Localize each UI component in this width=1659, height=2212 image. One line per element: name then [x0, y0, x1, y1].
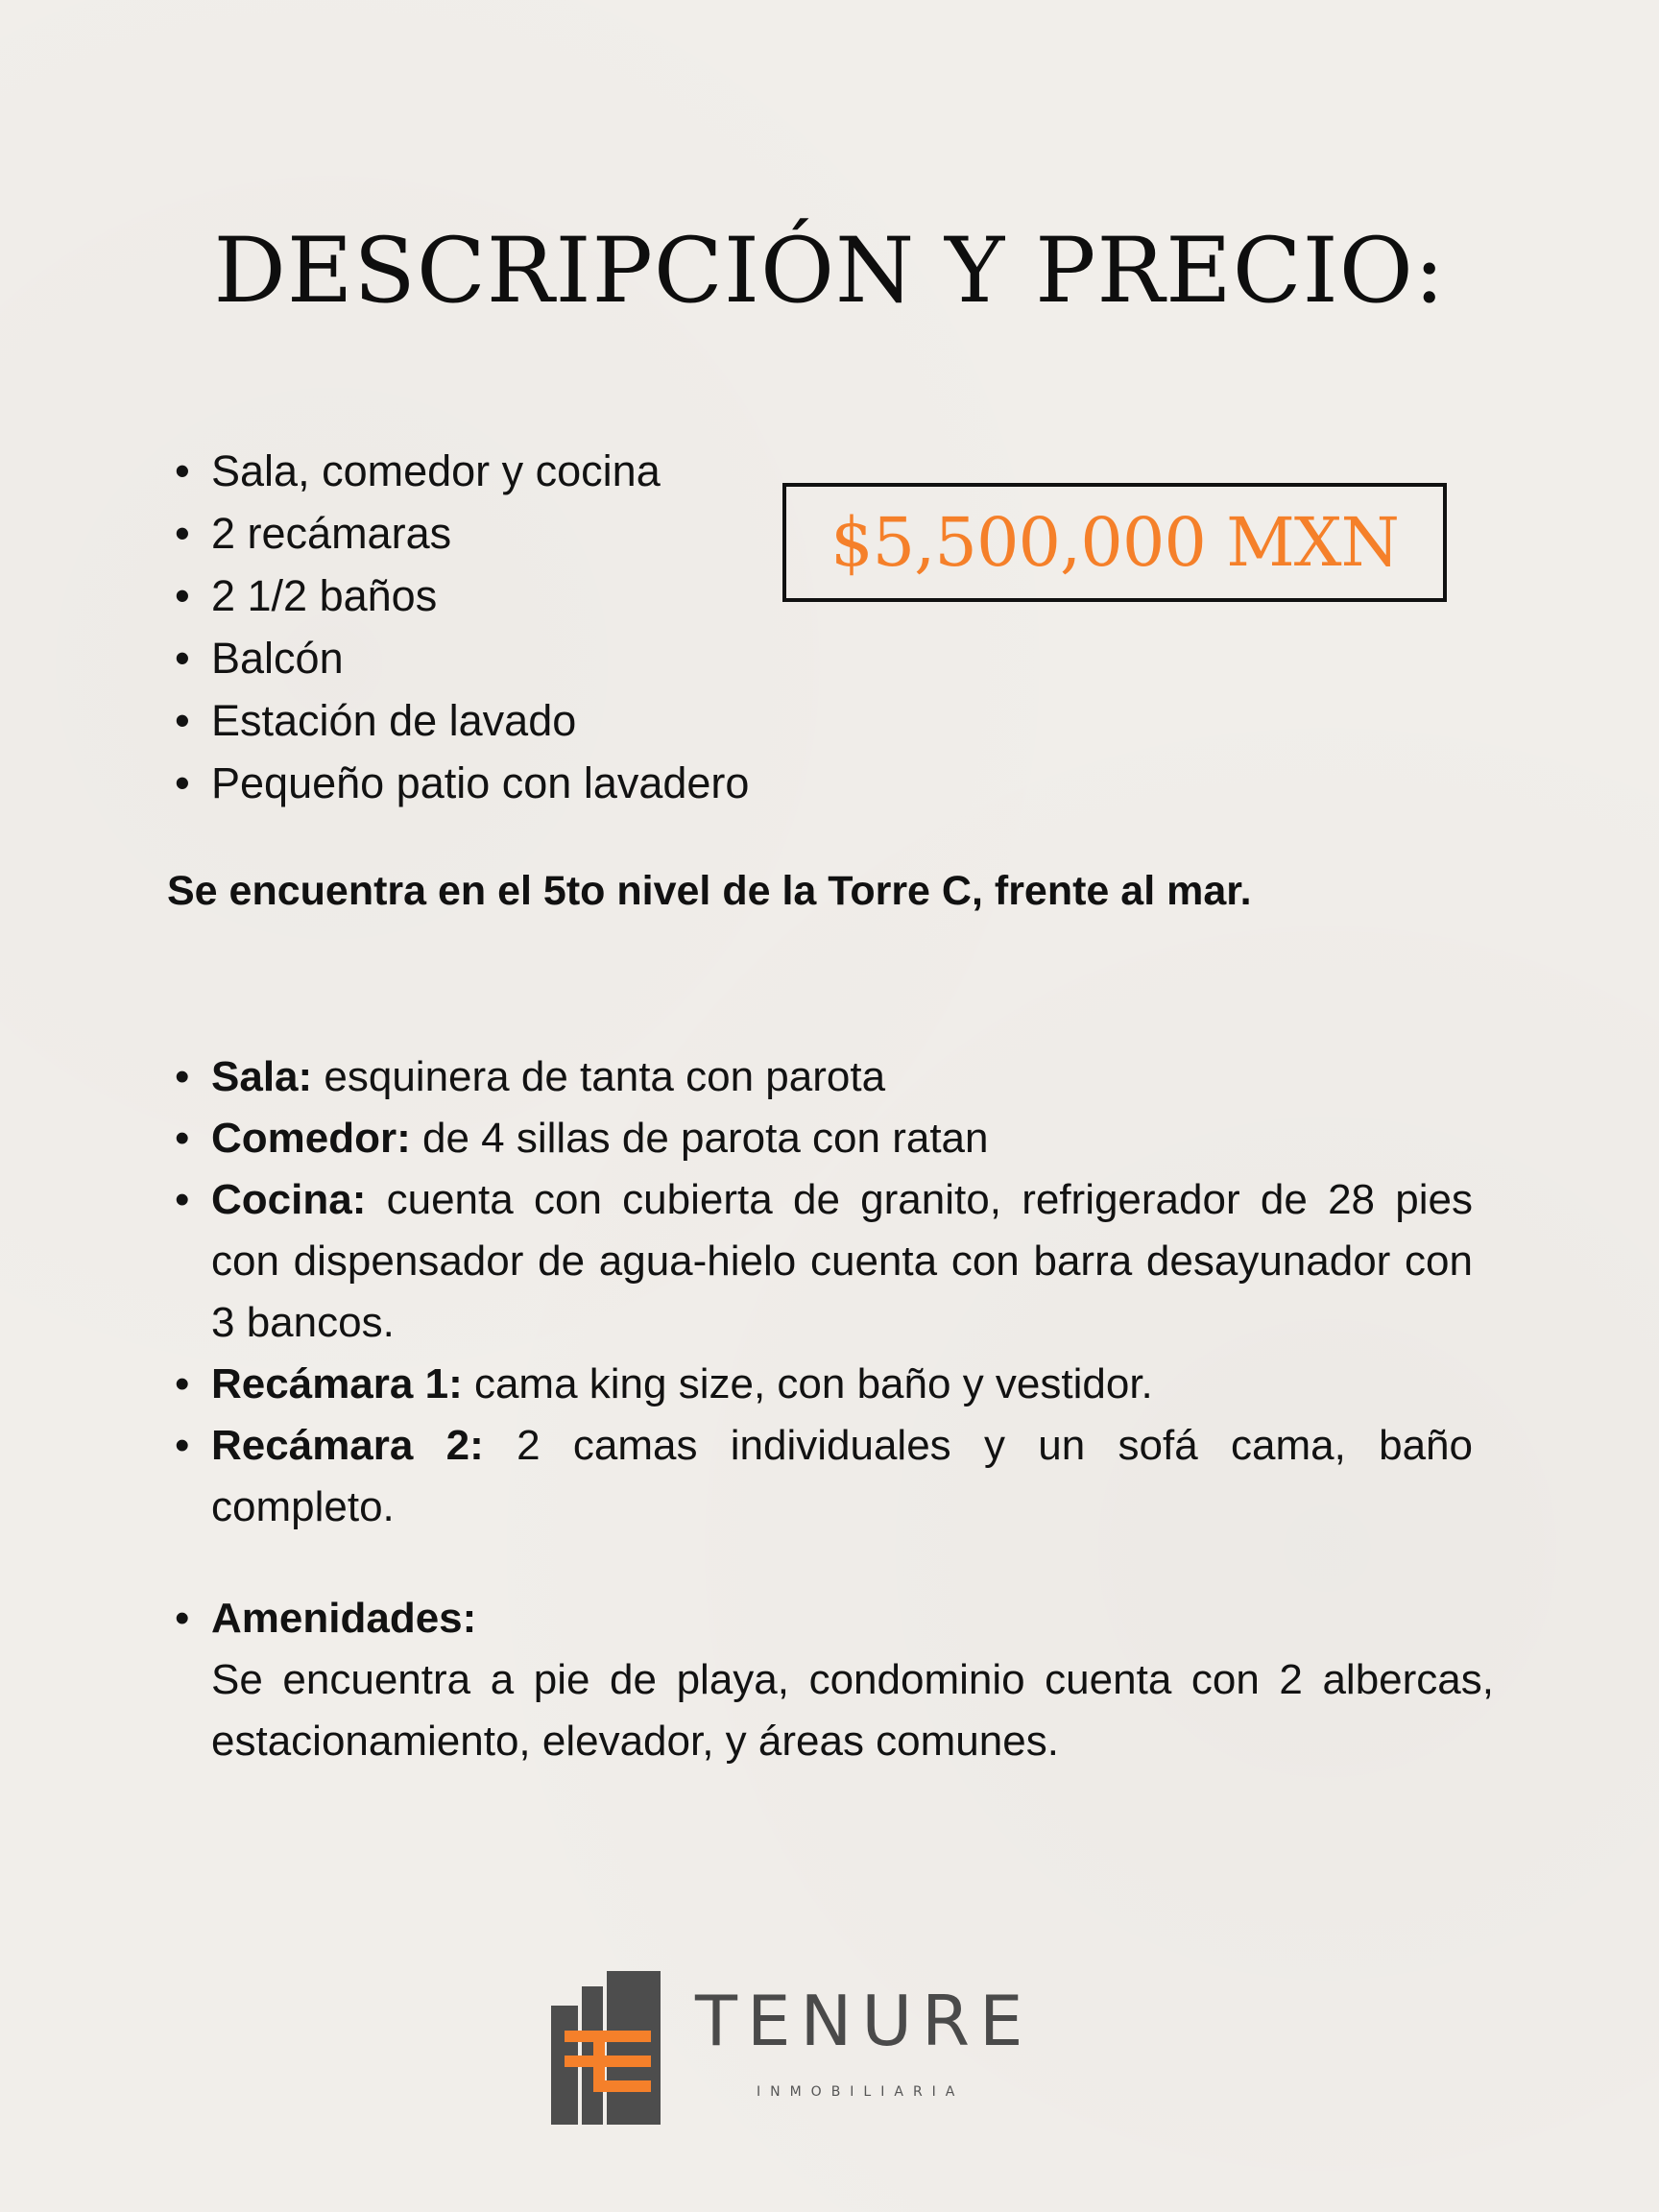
- detail-item-cocina: [171, 1169, 1473, 1354]
- detail-item-recamara-1: [171, 1354, 1473, 1415]
- location-text: Se encuentra en el 5to nivel de la Torre C, frente al mar.: [167, 868, 1252, 914]
- features-list: [171, 440, 749, 814]
- amenities-list: [171, 1588, 1494, 1772]
- detail-item-recamara-2: [171, 1415, 1473, 1538]
- feature-item: • 2 1/2 baños: [171, 565, 749, 627]
- page-title: DESCRIPCIÓN Y PRECIO:: [213, 219, 1446, 324]
- detail-label: Comedor:: [211, 1115, 411, 1162]
- detail-text: 2 camas individuales y un sofá cama, baño completo.: [211, 1422, 1473, 1530]
- price-value: $5,500,000 MXN: [830, 503, 1399, 582]
- detail-item-sala: [171, 1046, 1473, 1108]
- details-list: [171, 1046, 1473, 1538]
- amenities-text: Se encuentra a pie de playa, condominio cuenta con 2 albercas, estacionamiento, elevador, y áreas comunes.: [211, 1656, 1494, 1765]
- detail-text: de 4 sillas de parota con ratan: [410, 1115, 989, 1162]
- detail-label: Recámara 1:: [211, 1360, 463, 1407]
- detail-label: Sala:: [211, 1053, 313, 1100]
- brand-subtitle: INMOBILIARIA: [757, 2084, 965, 2100]
- detail-text: cuenta con cubierta de granito, refrigerador de 28 pies con dispensador de agua-hielo cuenta con barra desayunador con 3 bancos.: [211, 1176, 1473, 1346]
- feature-item: • Sala, comedor y cocina: [171, 440, 749, 502]
- feature-item: • 2 recámaras: [171, 502, 749, 565]
- price-box: [782, 483, 1447, 602]
- detail-label: Cocina:: [211, 1176, 367, 1223]
- feature-item: • Pequeño patio con lavadero: [171, 752, 749, 814]
- detail-item-comedor: [171, 1108, 1473, 1169]
- detail-text: cama king size, con baño y vestidor.: [462, 1360, 1153, 1407]
- detail-text: esquinera de tanta con parota: [312, 1053, 886, 1100]
- feature-item: • Estación de lavado: [171, 689, 749, 752]
- detail-label: Recámara 2:: [211, 1422, 484, 1469]
- amenities-item: [171, 1588, 1494, 1772]
- building-logo-icon: [551, 1971, 666, 2125]
- amenities-label: • Amenidades:: [211, 1595, 477, 1642]
- brand-name: TENURE: [695, 1981, 1033, 2061]
- tenure-logo: [551, 1971, 1089, 2125]
- feature-item: • Balcón: [171, 627, 749, 689]
